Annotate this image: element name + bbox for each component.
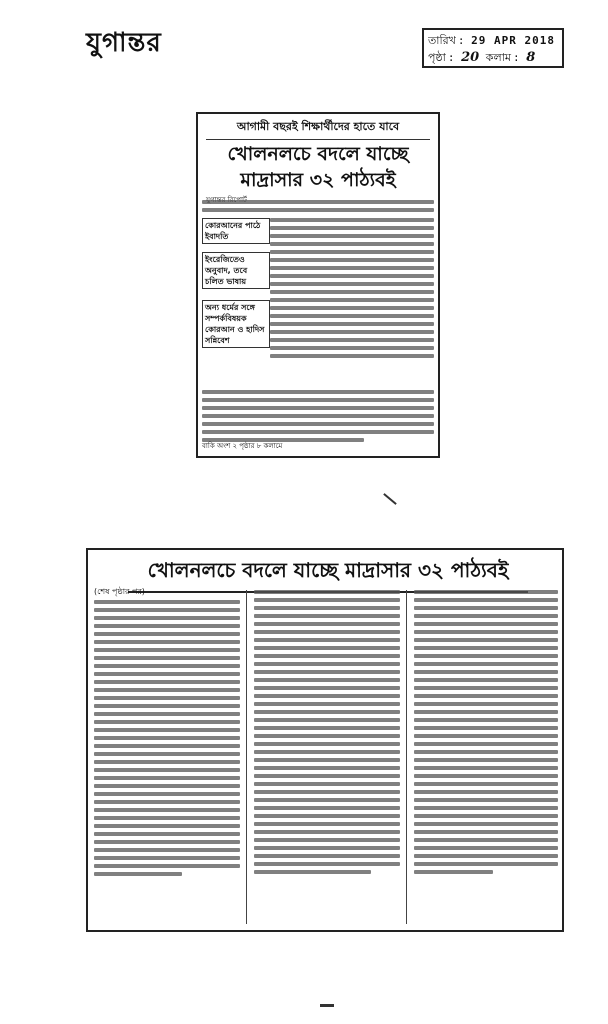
clipping-headline-line2: মাদ্রাসার ৩২ পাঠ্যবই <box>240 169 396 191</box>
article-body-column <box>270 218 434 362</box>
pen-mark <box>383 493 397 505</box>
column-value: 8 <box>526 50 536 65</box>
sidebar-box-1: কোরআনের পাঠে ইবাদতি <box>202 218 270 244</box>
continued-column-2 <box>254 590 400 878</box>
page-label: পৃষ্ঠা <box>428 51 446 64</box>
archive-stamp: তারিখ : 29 APR 2018 পৃষ্ঠা : 20 কলাম : 8 <box>422 28 564 68</box>
date-value: 29 APR 2018 <box>471 34 555 47</box>
sidebar-box-2: ইংরেজিতেও অনুবাদ, তবে চলিত ভাষায় <box>202 252 270 289</box>
continued-column-1 <box>94 600 240 880</box>
page-value: 20 <box>461 50 480 65</box>
clipping-kicker: আগামী বছরই শিক্ষার্থীদের হাতে যাবে <box>206 118 430 140</box>
date-label: তারিখ <box>428 34 456 47</box>
continued-note: বাকি অংশ ২ পৃষ্ঠার ৮ কলামে <box>202 442 283 450</box>
newspaper-masthead: যুগান্তর <box>86 28 162 58</box>
sidebar-box-3: অন্য ধর্মের সঙ্গে সম্পর্কবিষয়ক কোরআন ও হাদিস সন্নিবেশ <box>202 300 270 348</box>
continued-headline: খোলনলচে বদলে যাচ্ছে মাদ্রাসার ৩২ পাঠ্যবই <box>128 556 528 593</box>
news-clipping-front <box>196 112 440 458</box>
clipping-headline-line1: খোলনলচে বদলে যাচ্ছে <box>227 143 409 165</box>
column-divider <box>246 590 247 924</box>
article-intro-text <box>202 200 434 216</box>
continued-column-3 <box>414 590 558 878</box>
column-label: কলাম <box>485 51 511 64</box>
scan-mark <box>320 1004 334 1007</box>
news-clipping-continued <box>86 548 564 932</box>
article-lower-text <box>202 390 434 446</box>
column-divider <box>406 590 407 924</box>
continued-label: (শেষ পৃষ্ঠার পর) <box>94 587 145 596</box>
